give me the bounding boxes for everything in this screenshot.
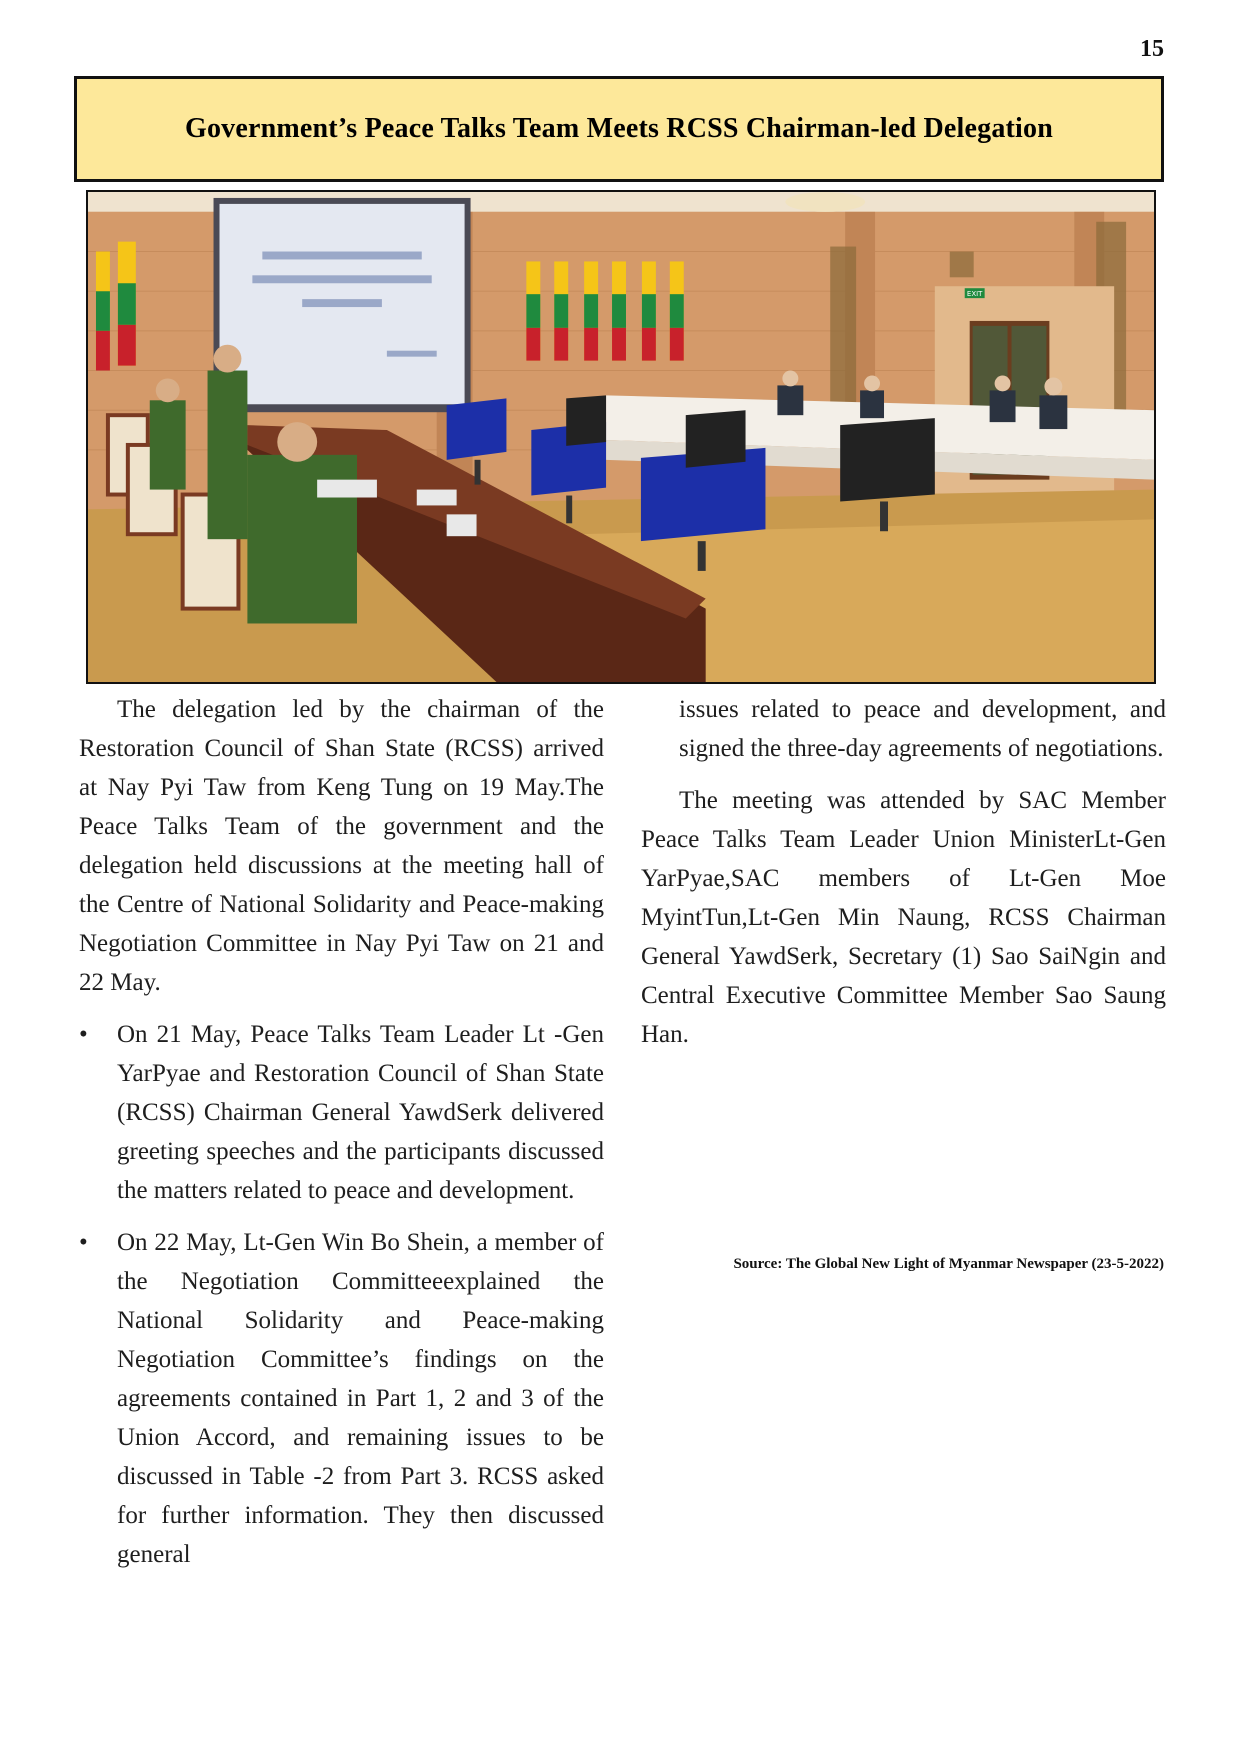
page-number: 15 [1140, 36, 1164, 62]
list-item-text: On 22 May, Lt-Gen Win Bo Shein, a member of the Negotiation Committeeexplained the National Solidarity and Peace-making Negotiation Committee’s findings on the agreements contained in Part 1, 2 and 3 of the Union Accord, and remaining issues to be discussed in Table -2 from Part 3. RCSS asked for further information. They then discussed general [117, 1229, 604, 1568]
list-item [79, 1015, 604, 1210]
discussion-list [79, 1015, 604, 1574]
intro-paragraph: The delegation led by the chairman of the Restoration Council of Shan State (RCSS) arrived at Nay Pyi Taw from Keng Tung on 19 May.The Peace Talks Team of the government and the delegation held discussions at the meeting hall of the Centre of National Solidarity and Peace-making Negotiation Committee in Nay Pyi Taw on 21 and 22 May. [79, 696, 604, 996]
list-item [79, 1223, 604, 1574]
list-item-text: On 21 May, Peace Talks Team Leader Lt -Gen YarPyae and Restoration Council of Shan State (RCSS) Chairman General YawdSerk delivered greeting speeches and the participants discussed the matters related to peace and development. [117, 1021, 604, 1204]
bullet-icon: • [79, 1229, 88, 1256]
article-title: Government’s Peace Talks Team Meets RCSS Chairman-led Delegation [184, 113, 1054, 144]
meeting-photo [86, 190, 1156, 684]
source-credit: Source: The Global New Light of Myanmar Newspaper (23-5-2022) [733, 1256, 1164, 1272]
left-column [79, 690, 604, 1587]
title-banner [74, 76, 1164, 182]
bullet-icon: • [79, 1021, 88, 1048]
exit-sign-text: EXIT [966, 290, 983, 299]
right-column [641, 690, 1166, 1067]
continuation-paragraph: issues related to peace and development, and signed the three-day agreements of negotiations. [679, 696, 1166, 762]
attendance-paragraph: The meeting was attended by SAC Member Peace Talks Team Leader Union MinisterLt-Gen YarPyae,SAC members of Lt-Gen Moe MyintTun,Lt-Gen Min Naung, RCSS Chairman General YawdSerk, Secretary (1) Sao SaiNgin and Central Executive Committee Member Sao Saung Han. [641, 787, 1166, 1048]
